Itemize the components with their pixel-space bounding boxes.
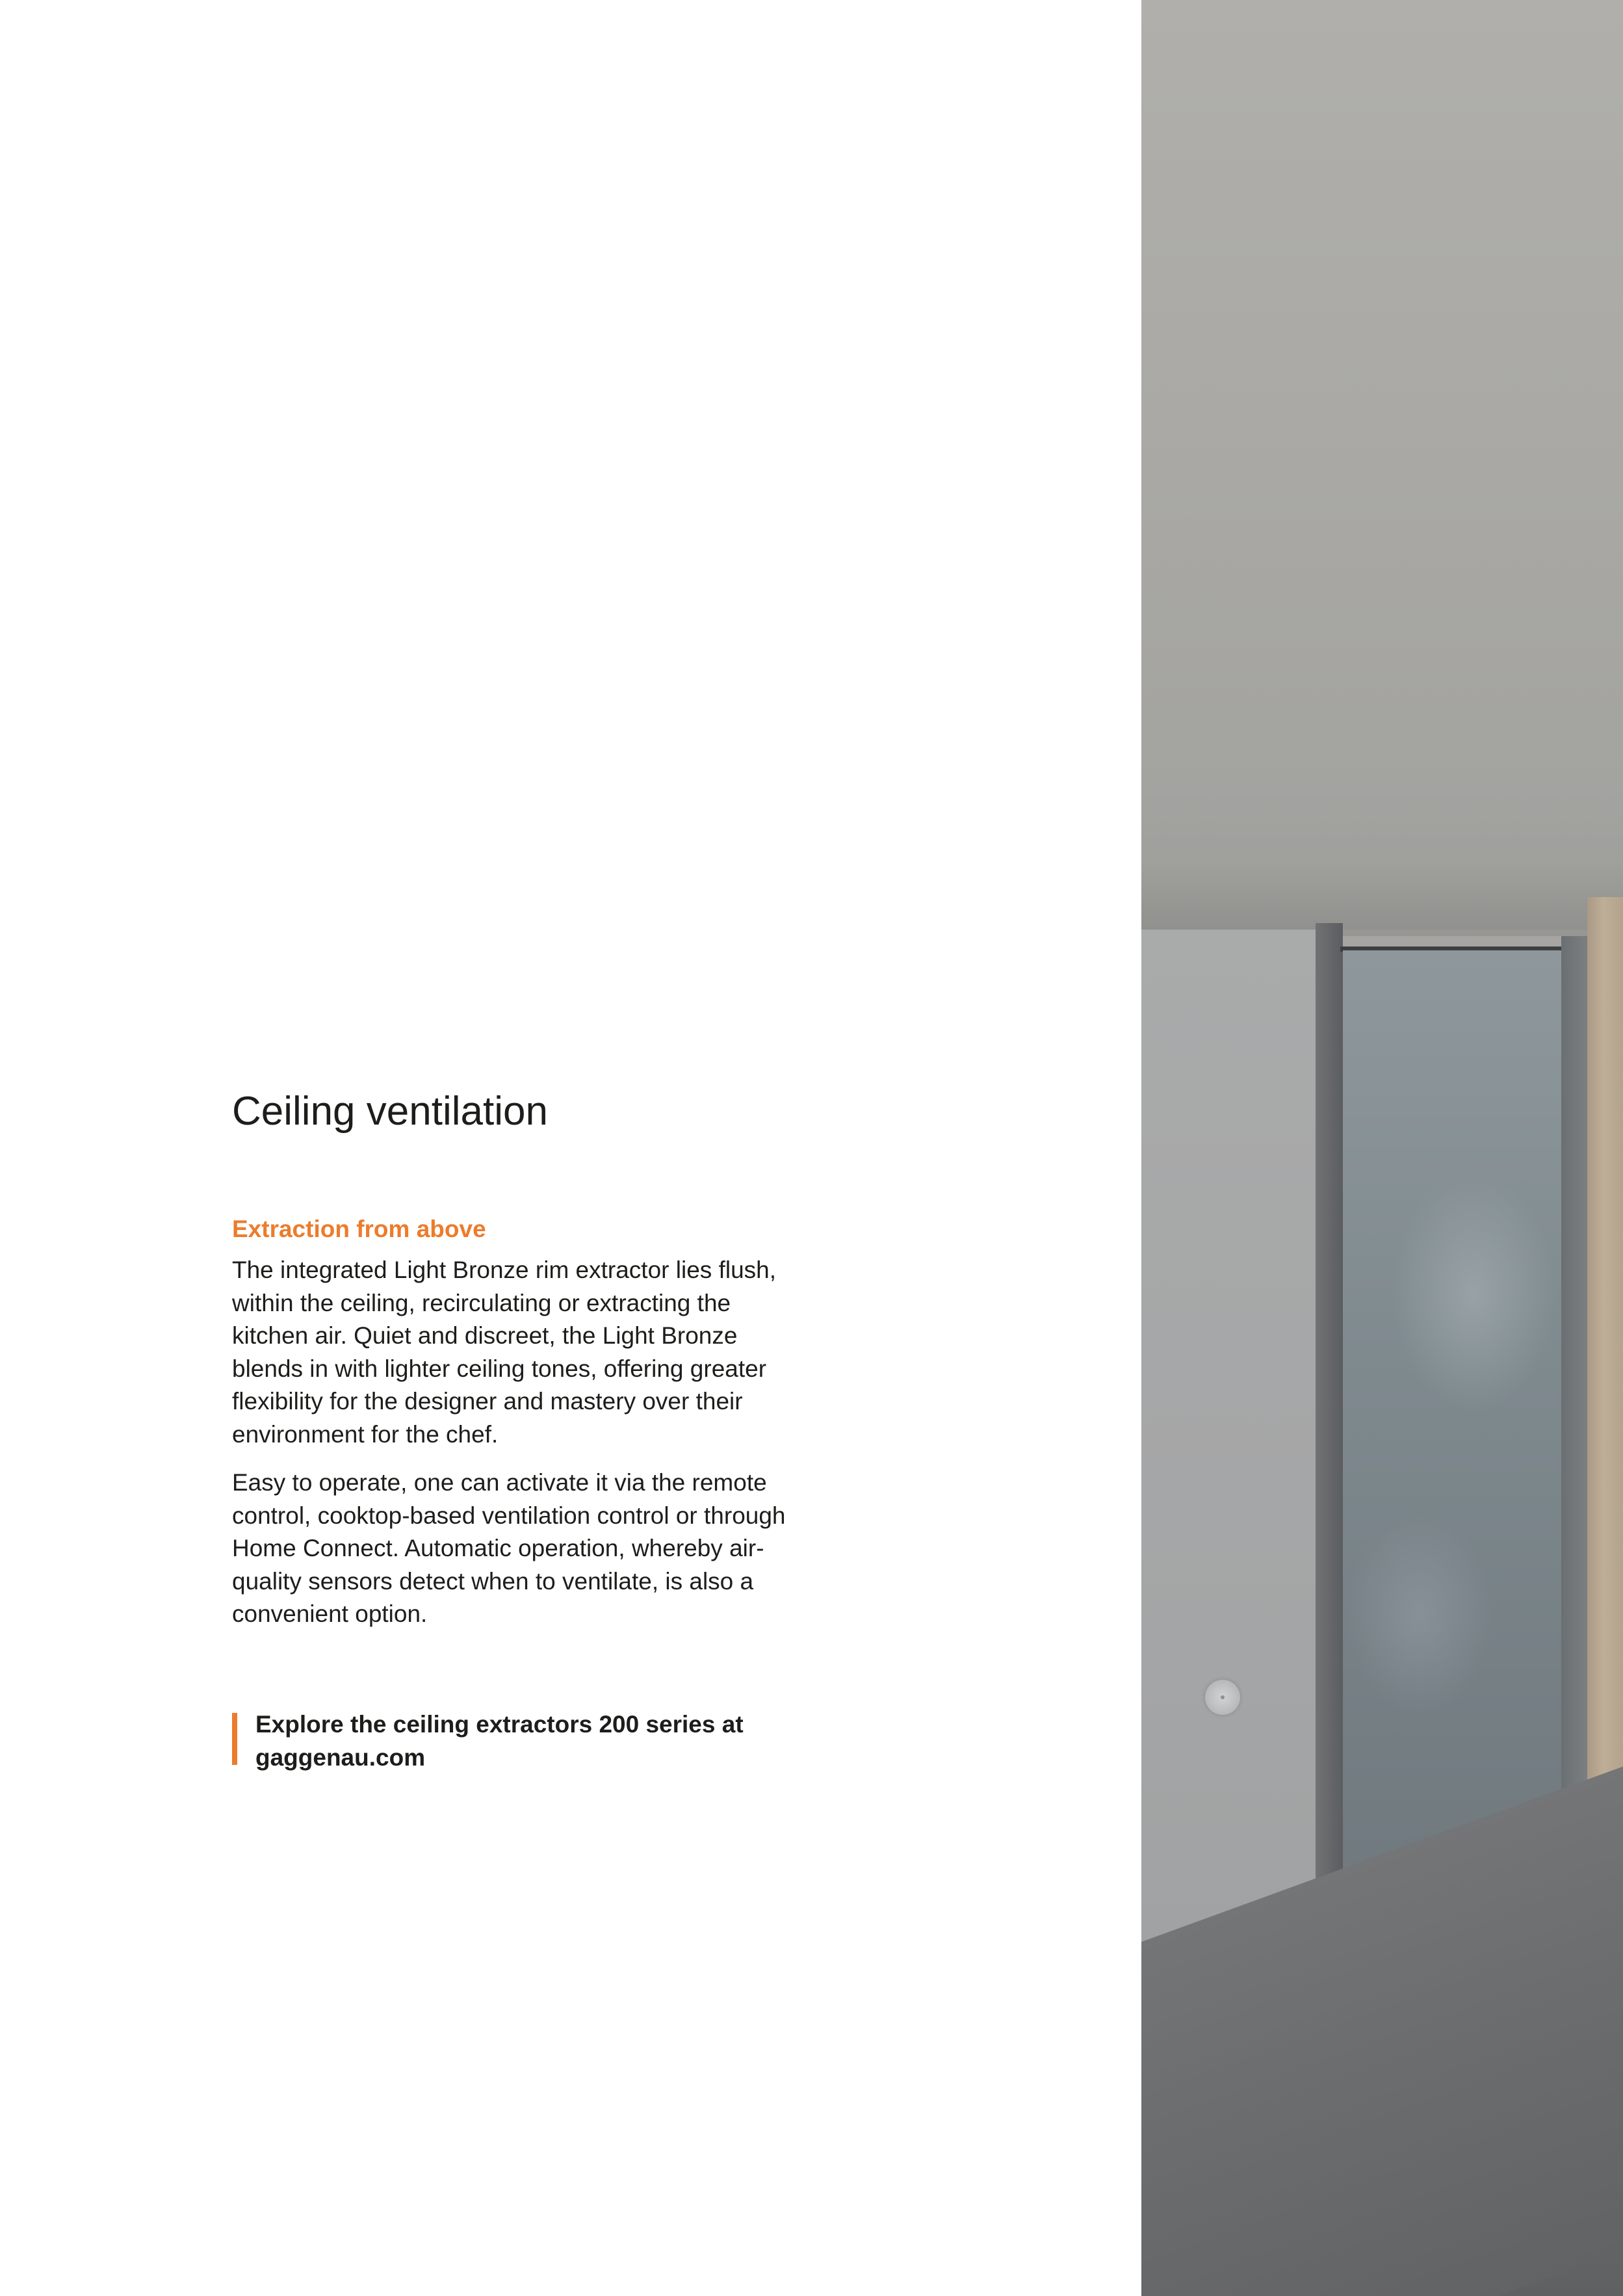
page-title: Ceiling ventilation <box>232 1089 548 1134</box>
call-to-action <box>232 1708 817 1774</box>
interior-photo <box>1141 0 1623 2296</box>
section-heading: Extraction from above <box>232 1216 486 1242</box>
ceiling-surface <box>1141 0 1623 930</box>
wall-switch-icon <box>1205 1680 1240 1715</box>
accent-bar <box>232 1713 237 1765</box>
ceiling-shadow <box>1141 865 1623 936</box>
switch-dot <box>1221 1695 1225 1699</box>
body-paragraph-1: The integrated Light Bronze rim extractor lies flush, within the ceiling, recirculating or extracting the kitchen air. Quiet and discreet, the Light Bronze blends in with lighter ceiling tones, offering greater flexibility for the designer and mastery over their environment for the chef. <box>232 1257 776 1448</box>
cta-link-text[interactable]: Explore the ceiling extractors 200 series at gaggenau.com <box>255 1711 744 1771</box>
body-paragraph-2: Easy to operate, one can activate it via the remote control, cooktop-based ventilation control or through Home Connect. Automatic operation, whereby air-quality sensors detect when to ventilate, is also a convenient option. <box>232 1469 786 1627</box>
